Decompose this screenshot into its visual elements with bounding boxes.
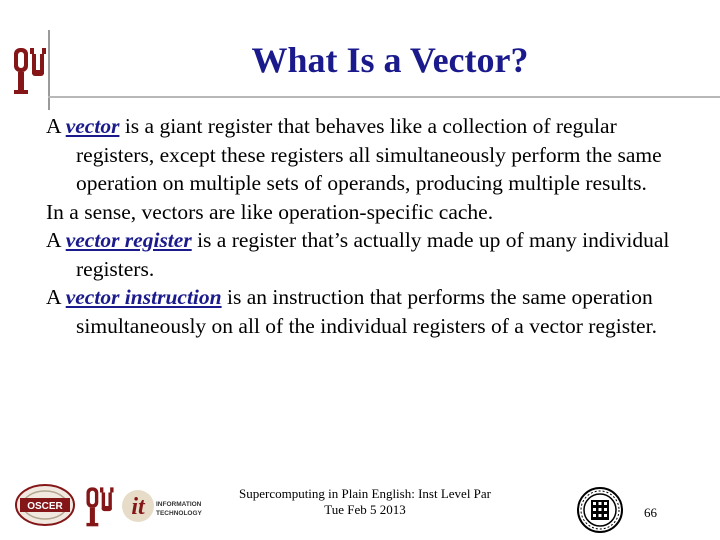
term-vector-register: vector register [65,228,192,252]
vertical-rule [48,30,50,110]
bullet-vector-instruction [46,283,686,340]
horizontal-rule [48,96,720,98]
bullet-cache-analogy [46,198,686,227]
slide-title: What Is a Vector? [251,40,529,80]
slide-body [46,112,686,340]
ou-logo-icon [10,44,50,96]
term-vector-instruction: vector instruction [65,285,222,309]
footer-line2: Tue Feb 5 2013 [324,502,406,517]
text-after: is a giant register that behaves like a collection of regular registers, except these registers all simultaneously perform the same operation on multiple sets of operands, producing multiple results. [76,114,662,195]
page-number: 66 [644,505,657,520]
oscer-logo-icon [14,482,76,528]
it-logo-line1: INFORMATION [156,501,202,508]
text-before: A [46,228,66,252]
text-after: is a register that’s actually made up of many individual registers. [76,228,670,281]
text-after: is an instruction that performs the same operation simultaneously on all of the individual registers of a vector register. [76,285,657,338]
it-logo-letters: it [131,494,145,520]
footer-line1: Supercomputing in Plain English: Inst Level Par [238,486,492,501]
ou-footer-logo-icon [82,484,118,528]
footer-caption [200,486,530,518]
it-logo-icon [120,484,206,528]
text-before: A [46,285,66,309]
bullet-vector-definition [46,112,686,198]
it-logo-line2: TECHNOLOGY [156,510,202,517]
text-before: In a sense, vectors are like operation-specific cache. [46,199,494,224]
term-vector: vector [65,114,120,138]
text-before: A [46,114,66,138]
bullet-vector-register [46,226,686,283]
oscer-logo-text: OSCER [27,501,63,512]
university-seal-icon [576,486,624,534]
